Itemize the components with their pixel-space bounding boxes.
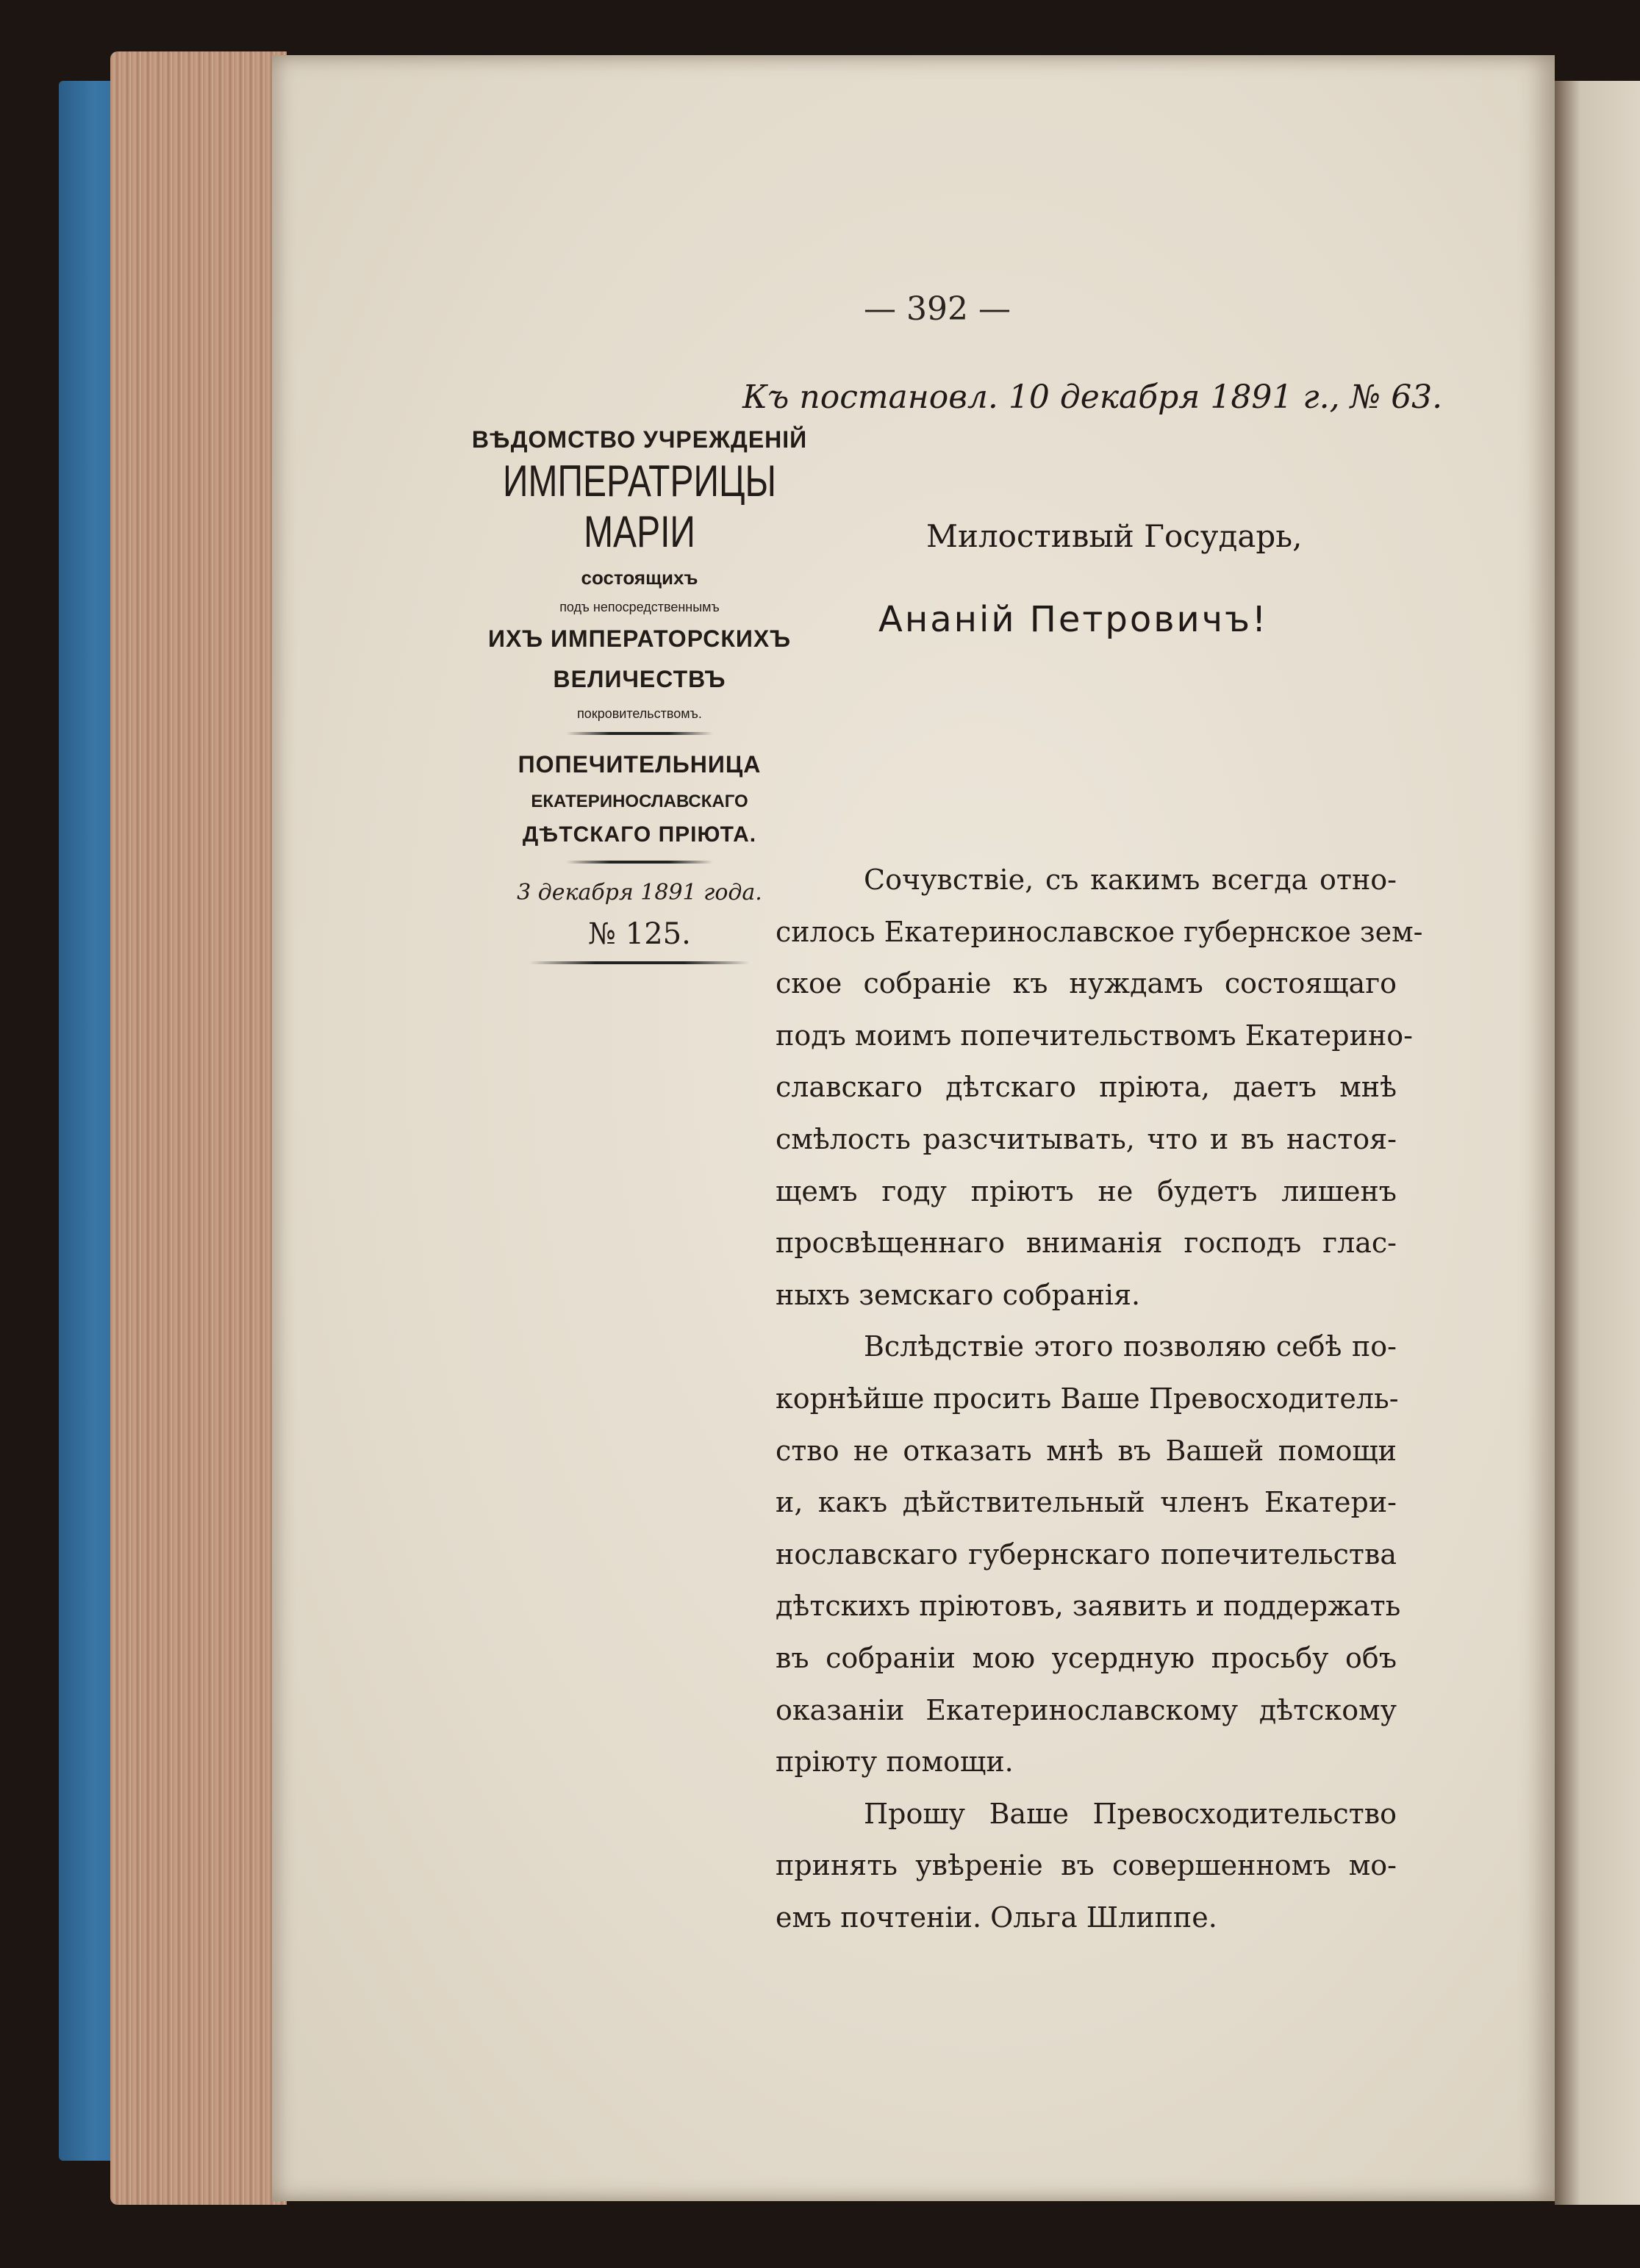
facing-page-edge (1555, 81, 1640, 2205)
body-line: въ собраніи мою усердную просьбу объ (776, 1641, 1397, 1674)
letterhead-line: ЕКАТЕРИНОСЛАВСКАГО (531, 792, 748, 811)
letterhead-line: состоящихъ (581, 567, 698, 589)
body-line: ство не отказать мнѣ въ Вашей помощи (776, 1434, 1397, 1467)
letterhead-line: ПОПЕЧИТЕЛЬНИЦА (518, 751, 762, 778)
letterhead-line: ВѢДОМСТВО УЧРЕЖДЕНІЙ (471, 426, 808, 453)
resolution-reference: Къ постановл. 10 декабря 1891 г., № 63. (742, 378, 1443, 416)
letterhead-line: подъ непосредственнымъ (559, 600, 720, 614)
letter-number: № 125. (588, 917, 691, 951)
letter-body (776, 854, 1423, 1943)
addressee: Ананій Петровичъ! (878, 599, 1269, 640)
body-line: силось Екатеринославское губернское зем- (776, 915, 1423, 948)
body-line: и, какъ дѣйствительный членъ Екатери- (776, 1486, 1397, 1519)
page-edges (110, 51, 287, 2205)
body-line: емъ почтеніи. Ольга Шлиппе. (776, 1901, 1217, 1934)
salutation: Милостивый Государь, (926, 518, 1303, 554)
body-line: оказаніи Екатеринославскому дѣтскому (776, 1693, 1397, 1726)
letterhead-line: ИХЪ ИМПЕРАТОРСКИХЪ (487, 625, 792, 652)
body-line: ское собраніе къ нуждамъ состоящаго (776, 967, 1397, 1000)
body-line: смѣлость разсчитывать, что и въ настоя- (776, 1122, 1397, 1155)
letterhead-line: покровительствомъ. (577, 706, 702, 721)
page-number: — 392 — (864, 290, 1011, 328)
letterhead-line: ВЕЛИЧЕСТВЪ (553, 666, 726, 692)
letterhead-line: ДѢТСКАГО ПРІЮТА. (522, 822, 757, 847)
body-line: принять увѣреніе въ совершенномъ мо- (776, 1849, 1397, 1882)
ornamental-rule (566, 732, 713, 735)
body-line: подъ моимъ попечительствомъ Екатерино- (776, 1019, 1413, 1052)
body-line: корнѣйше просить Ваше Превосходитель- (776, 1382, 1399, 1415)
body-line: нославскаго губернскаго попечительства (776, 1537, 1397, 1571)
body-line: просвѣщеннаго вниманія господъ глас- (776, 1227, 1397, 1260)
body-line: дѣтскихъ пріютовъ, заявить и поддержать (776, 1590, 1401, 1623)
letterhead (470, 426, 809, 980)
body-line: Сочувствіе, съ какимъ всегда отно- (864, 864, 1397, 896)
body-line: славскаго дѣтскаго пріюта, даетъ мнѣ (776, 1071, 1397, 1104)
body-line: пріюту помощи. (776, 1745, 1014, 1779)
ornamental-rule (566, 861, 713, 864)
letterhead-line: ИМПЕРАТРИЦЫ МАРІИ (503, 457, 776, 557)
body-line: Прошу Ваше Превосходительство (864, 1797, 1397, 1830)
ornamental-rule (529, 961, 750, 964)
body-line: щемъ году пріютъ не будетъ лишенъ (776, 1174, 1397, 1207)
body-line: ныхъ земскаго собранія. (776, 1278, 1141, 1311)
letter-date: 3 декабря 1891 года. (517, 880, 762, 905)
body-line: Вслѣдствіе этого позволяю себѣ по- (864, 1330, 1397, 1363)
